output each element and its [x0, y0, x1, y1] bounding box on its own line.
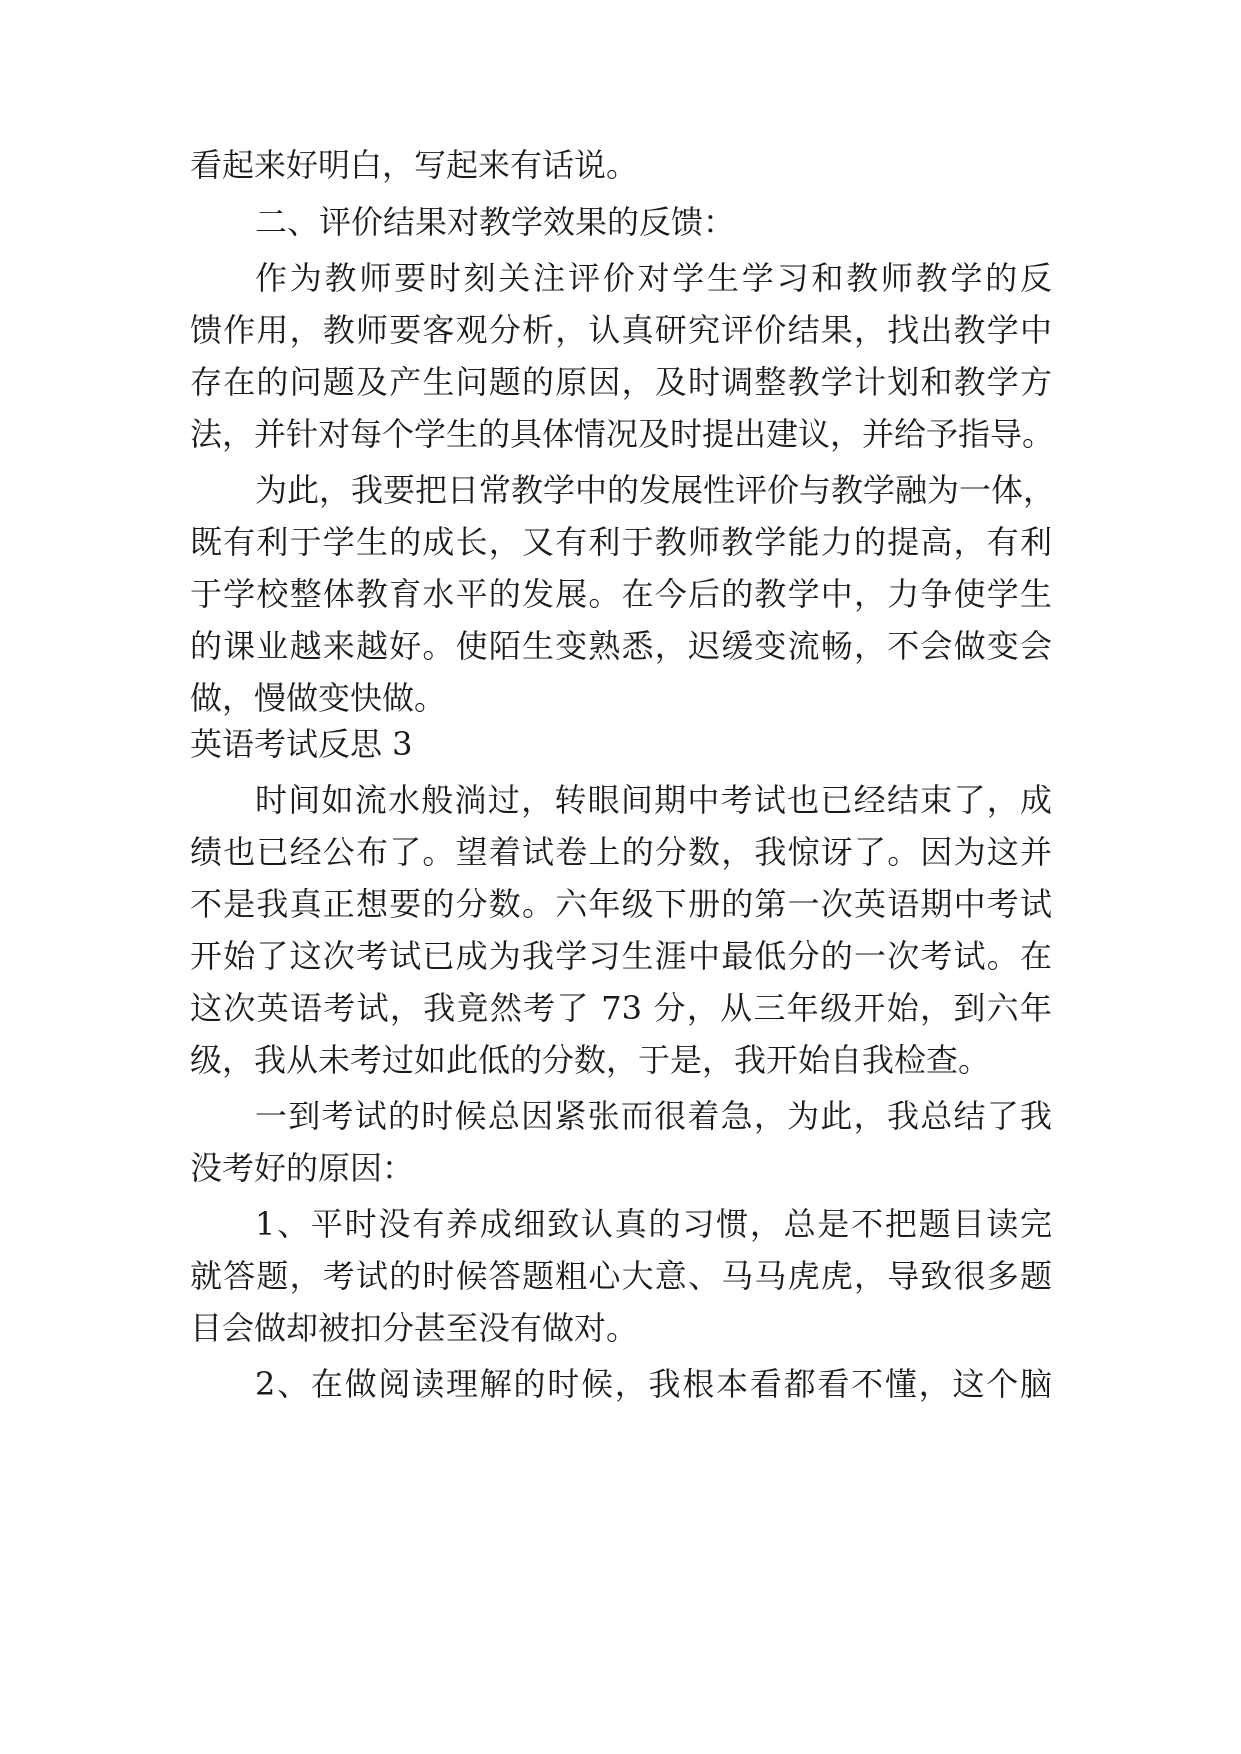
list-item-line: 就答题，考试的时候答题粗心大意、马马虎虎，导致很多题	[190, 1257, 1052, 1295]
paragraph-line: 的课业越来越好。使陌生变熟悉，迟缓变流畅，不会做变会	[190, 627, 1052, 665]
paragraph-line: 这次英语考试，我竟然考了 73 分，从三年级开始，到六年	[190, 989, 1052, 1027]
section-title: 英语考试反思 3	[190, 725, 413, 763]
paragraph-line: 看起来好明白，写起来有话说。	[190, 146, 639, 184]
paragraph-line: 为此，我要把日常教学中的发展性评价与教学融为一体，	[255, 471, 1056, 509]
list-item-line: 1、平时没有养成细致认真的习惯，总是不把题目读完	[255, 1205, 1052, 1243]
paragraph-line: 于学校整体教育水平的发展。在今后的教学中，力争使学生	[190, 575, 1052, 613]
paragraph-line: 一到考试的时候总因紧张而很着急，为此，我总结了我	[255, 1097, 1052, 1135]
section-heading: 二、评价结果对教学效果的反馈：	[255, 203, 736, 241]
paragraph-line: 存在的问题及产生问题的原因，及时调整教学计划和教学方	[190, 363, 1052, 401]
paragraph-line: 既有利于学生的成长，又有利于教师教学能力的提高，有利	[190, 523, 1052, 561]
paragraph-line: 不是我真正想要的分数。六年级下册的第一次英语期中考试	[190, 885, 1052, 923]
paragraph-line: 绩也已经公布了。望着试卷上的分数，我惊讶了。因为这并	[190, 833, 1052, 871]
paragraph-line: 做，慢做变快做。	[190, 679, 447, 717]
paragraph-line: 作为教师要时刻关注评价对学生学习和教师教学的反	[255, 259, 1052, 297]
paragraph-line: 没考好的原因：	[190, 1149, 415, 1187]
paragraph-line: 开始了这次考试已成为我学习生涯中最低分的一次考试。在	[190, 937, 1052, 975]
list-item-line: 目会做却被扣分甚至没有做对。	[190, 1309, 639, 1347]
list-item-line: 2、在做阅读理解的时候，我根本看都看不懂，这个脑	[255, 1365, 1052, 1403]
paragraph-line: 时间如流水般淌过，转眼间期中考试也已经结束了，成	[255, 781, 1052, 819]
paragraph-line: 级，我从未考过如此低的分数，于是，我开始自我检查。	[190, 1041, 991, 1079]
paragraph-line: 法，并针对每个学生的具体情况及时提出建议，并给予指导。	[190, 415, 1055, 453]
paragraph-line: 馈作用，教师要客观分析，认真研究评价结果，找出教学中	[190, 311, 1052, 349]
